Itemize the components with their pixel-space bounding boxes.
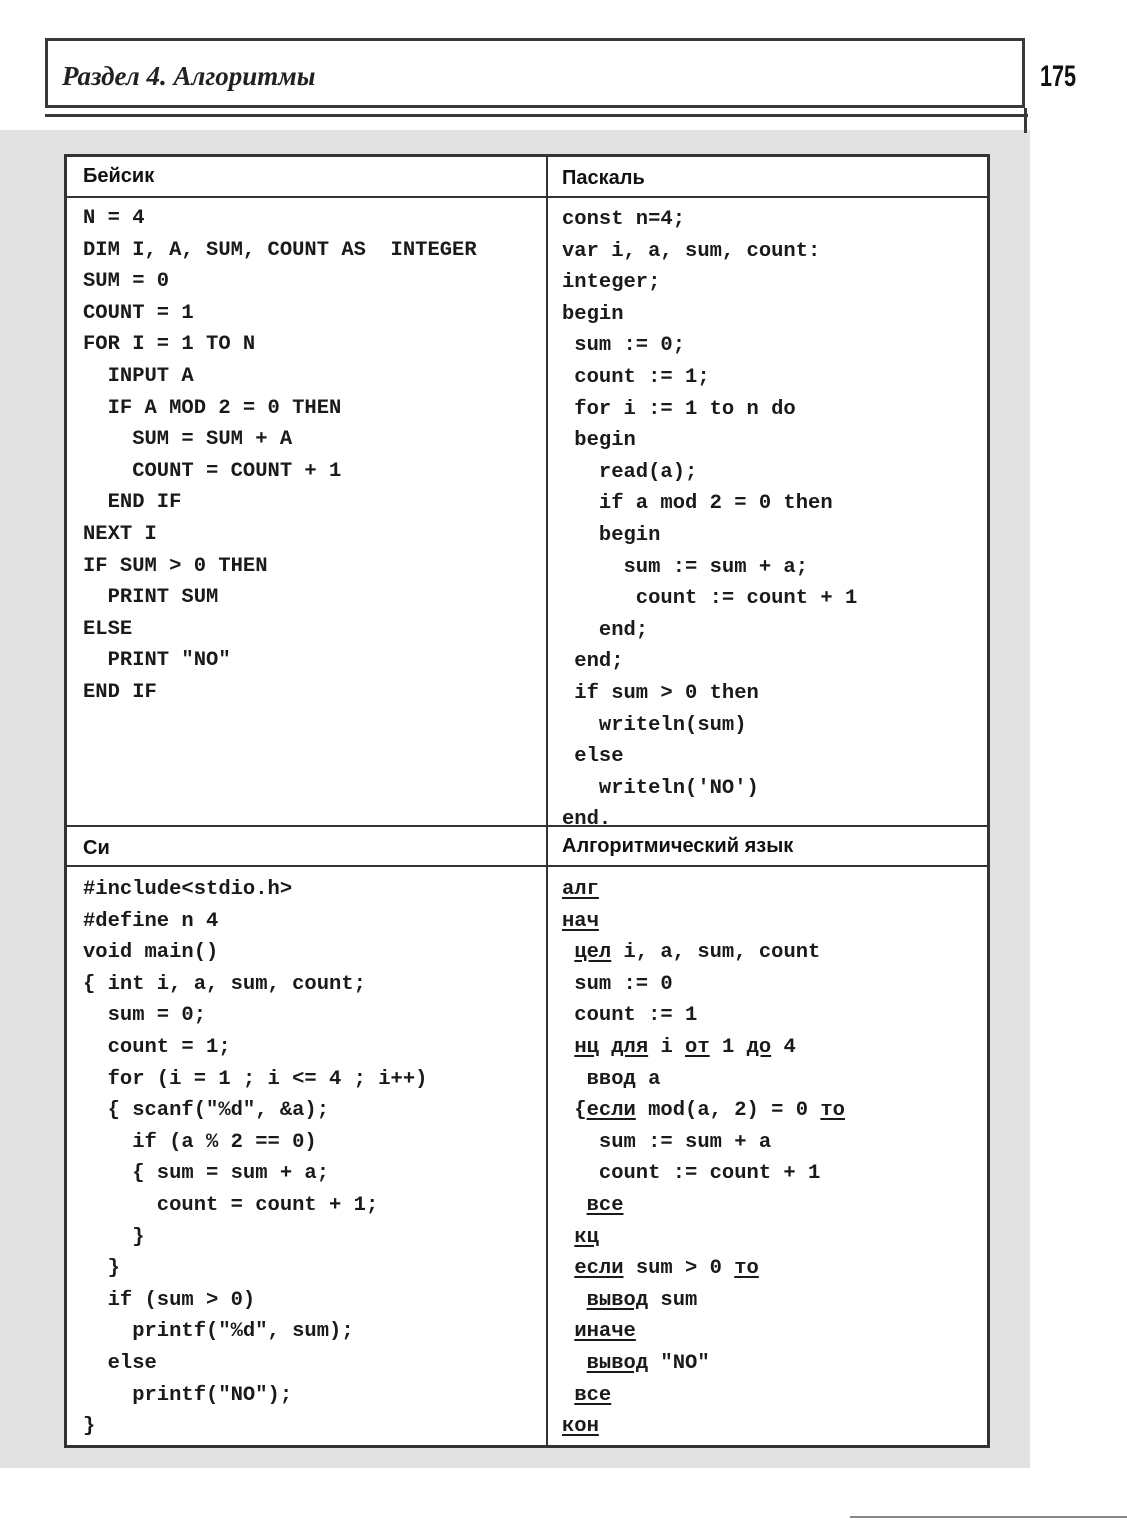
basic-code-line: SUM = 0 [83,270,170,294]
code-text [562,1352,587,1375]
basic-code-line: END IF [83,680,157,704]
c-code [83,874,427,1443]
algo-code-line [562,1380,845,1412]
keyword: кон [562,1415,599,1439]
code-text: "NO" [648,1351,710,1375]
pascal-code-line: var i, a, sum, count: [562,239,821,263]
basic-code-line: NEXT I [83,522,157,546]
code-text [562,1257,574,1280]
c-code-line: } [83,1415,96,1439]
code-text: count := count + 1 [562,1162,821,1186]
c-code-line: printf("%d", sum); [83,1320,354,1344]
pascal-code-line: for i := 1 to n do [562,397,796,421]
pascal-code-line: const n=4; [562,208,686,231]
keyword: если [586,1099,636,1123]
basic-code-line: INPUT A [83,364,194,388]
code-text [562,1289,587,1312]
pascal-code-line: writeln('NO') [562,776,759,800]
c-code-line: } [83,1257,120,1281]
pascal-code-line: writeln(sum) [562,713,747,737]
basic-code-line: COUNT = 1 [83,301,194,325]
code-text [562,941,574,964]
code-text [562,1320,574,1343]
algo-code-line [562,1000,845,1032]
basic-code-line: PRINT "NO" [83,649,231,673]
basic-code-line: ELSE [83,617,133,641]
keyword: вывод [586,1351,649,1375]
code-text: sum [648,1288,698,1312]
algo-code-line [562,1316,845,1348]
basic-code-line: DIM I, A, SUM, COUNT AS INTEGER [83,238,477,262]
basic-code-line: COUNT = COUNT + 1 [83,459,342,483]
algo-code-line [562,937,845,969]
keyword: то [734,1257,759,1281]
pascal-code-line: if a mod 2 = 0 then [562,492,833,516]
bottom-rule [850,1516,1127,1518]
keyword: алг [562,878,599,901]
c-code-line: void main() [83,941,219,965]
basic-code [83,203,477,709]
code-text: ввод a [562,1067,661,1091]
c-code-line: { sum = sum + a; [83,1162,330,1186]
keyword: от [685,1035,710,1059]
algo-code-line [562,1064,845,1096]
c-code-line: } [83,1225,145,1249]
code-table [64,154,990,1448]
algo-code-line [562,1095,845,1127]
c-header: Си [83,837,110,859]
pascal-code [562,204,857,836]
pascal-code-line: end. [562,808,612,832]
keyword: нц [574,1035,599,1059]
pascal-code-line: count := 1; [562,365,710,389]
keyword: цел [574,941,612,965]
code-text: 4 [771,1035,796,1059]
pascal-code-line: integer; [562,271,661,295]
algo-header: Алгоритмический язык [562,835,794,857]
basic-header: Бейсик [83,165,155,187]
pascal-code-line: begin [562,302,624,326]
pascal-code-line: read(a); [562,460,698,484]
row-divider-top-header [67,196,987,198]
basic-code-line: IF A MOD 2 = 0 THEN [83,396,342,420]
algo-code-line [562,906,845,938]
basic-code-line: SUM = SUM + A [83,428,293,452]
c-code-line: if (sum > 0) [83,1288,256,1312]
code-text [562,1226,574,1249]
column-divider [546,157,548,1445]
c-code-line: { int i, a, sum, count; [83,972,366,996]
pascal-code-line: if sum > 0 then [562,681,759,705]
keyword: кц [574,1225,599,1249]
code-text [562,1194,587,1217]
c-code-line: count = 1; [83,1035,231,1059]
pascal-code-line: else [562,745,624,769]
header-underline [45,114,1028,117]
c-code-line: printf("NO"); [83,1383,293,1407]
algo-code-line [562,874,845,906]
c-code-line: for (i = 1 ; i <= 4 ; i++) [83,1067,428,1091]
header-tick [1024,108,1027,133]
algo-code-line [562,1285,845,1317]
pascal-code-line: begin [562,429,636,453]
c-code-line: #define n 4 [83,909,219,933]
keyword: все [586,1193,624,1217]
code-text: sum := sum + a [562,1130,772,1154]
page-number: 175 [1040,60,1077,93]
c-code-line: #include<stdio.h> [83,878,293,901]
code-text: sum > 0 [623,1257,735,1281]
code-text: i [648,1035,686,1059]
row-divider-bottom-header [67,865,987,867]
keyword: нач [562,909,599,933]
code-text [562,1036,574,1059]
algo-code-line [562,1032,845,1064]
c-code-line: count = count + 1; [83,1193,379,1217]
basic-code-line: END IF [83,491,182,515]
c-code-line: else [83,1351,157,1375]
pascal-header: Паскаль [562,167,645,189]
algo-code-line [562,1348,845,1380]
pascal-code-line: begin [562,523,661,547]
basic-code-line: FOR I = 1 TO N [83,333,256,357]
basic-code-line: IF SUM > 0 THEN [83,554,268,578]
pascal-code-line: end; [562,650,624,674]
code-text [562,1384,574,1407]
algo-code-line [562,1190,845,1222]
c-code-line: { scanf("%d", &a); [83,1099,330,1123]
keyword: для [611,1035,649,1059]
algo-code-line [562,1411,845,1443]
code-text: 1 [709,1035,747,1059]
keyword: если [574,1257,624,1281]
algo-code-line [562,1127,845,1159]
pascal-code-line: count := count + 1 [562,587,858,611]
keyword: все [574,1383,612,1407]
keyword: до [746,1035,772,1059]
keyword: то [820,1099,845,1123]
keyword: вывод [586,1288,649,1312]
algo-code-line [562,1222,845,1254]
algo-code-line [562,1253,845,1285]
keyword: иначе [574,1320,636,1344]
code-text: count := 1 [562,1004,698,1028]
code-text [599,1036,611,1059]
section-header [45,38,1025,108]
algo-code [562,874,845,1443]
basic-code-line: PRINT SUM [83,586,219,610]
basic-code-line: N = 4 [83,207,145,230]
algo-code-line [562,969,845,1001]
c-code-line: sum = 0; [83,1004,207,1028]
c-code-line: if (a % 2 == 0) [83,1130,317,1154]
code-text: sum := 0 [562,972,673,996]
code-text: i, a, sum, count [611,941,821,965]
code-text: mod(a, 2) = 0 [635,1099,821,1123]
pascal-code-line: sum := sum + a; [562,555,809,579]
code-text: { [562,1099,587,1123]
section-title: Раздел 4. Алгоритмы [62,61,316,91]
pascal-code-line: sum := 0; [562,334,686,358]
pascal-code-line: end; [562,618,649,642]
algo-code-line [562,1158,845,1190]
